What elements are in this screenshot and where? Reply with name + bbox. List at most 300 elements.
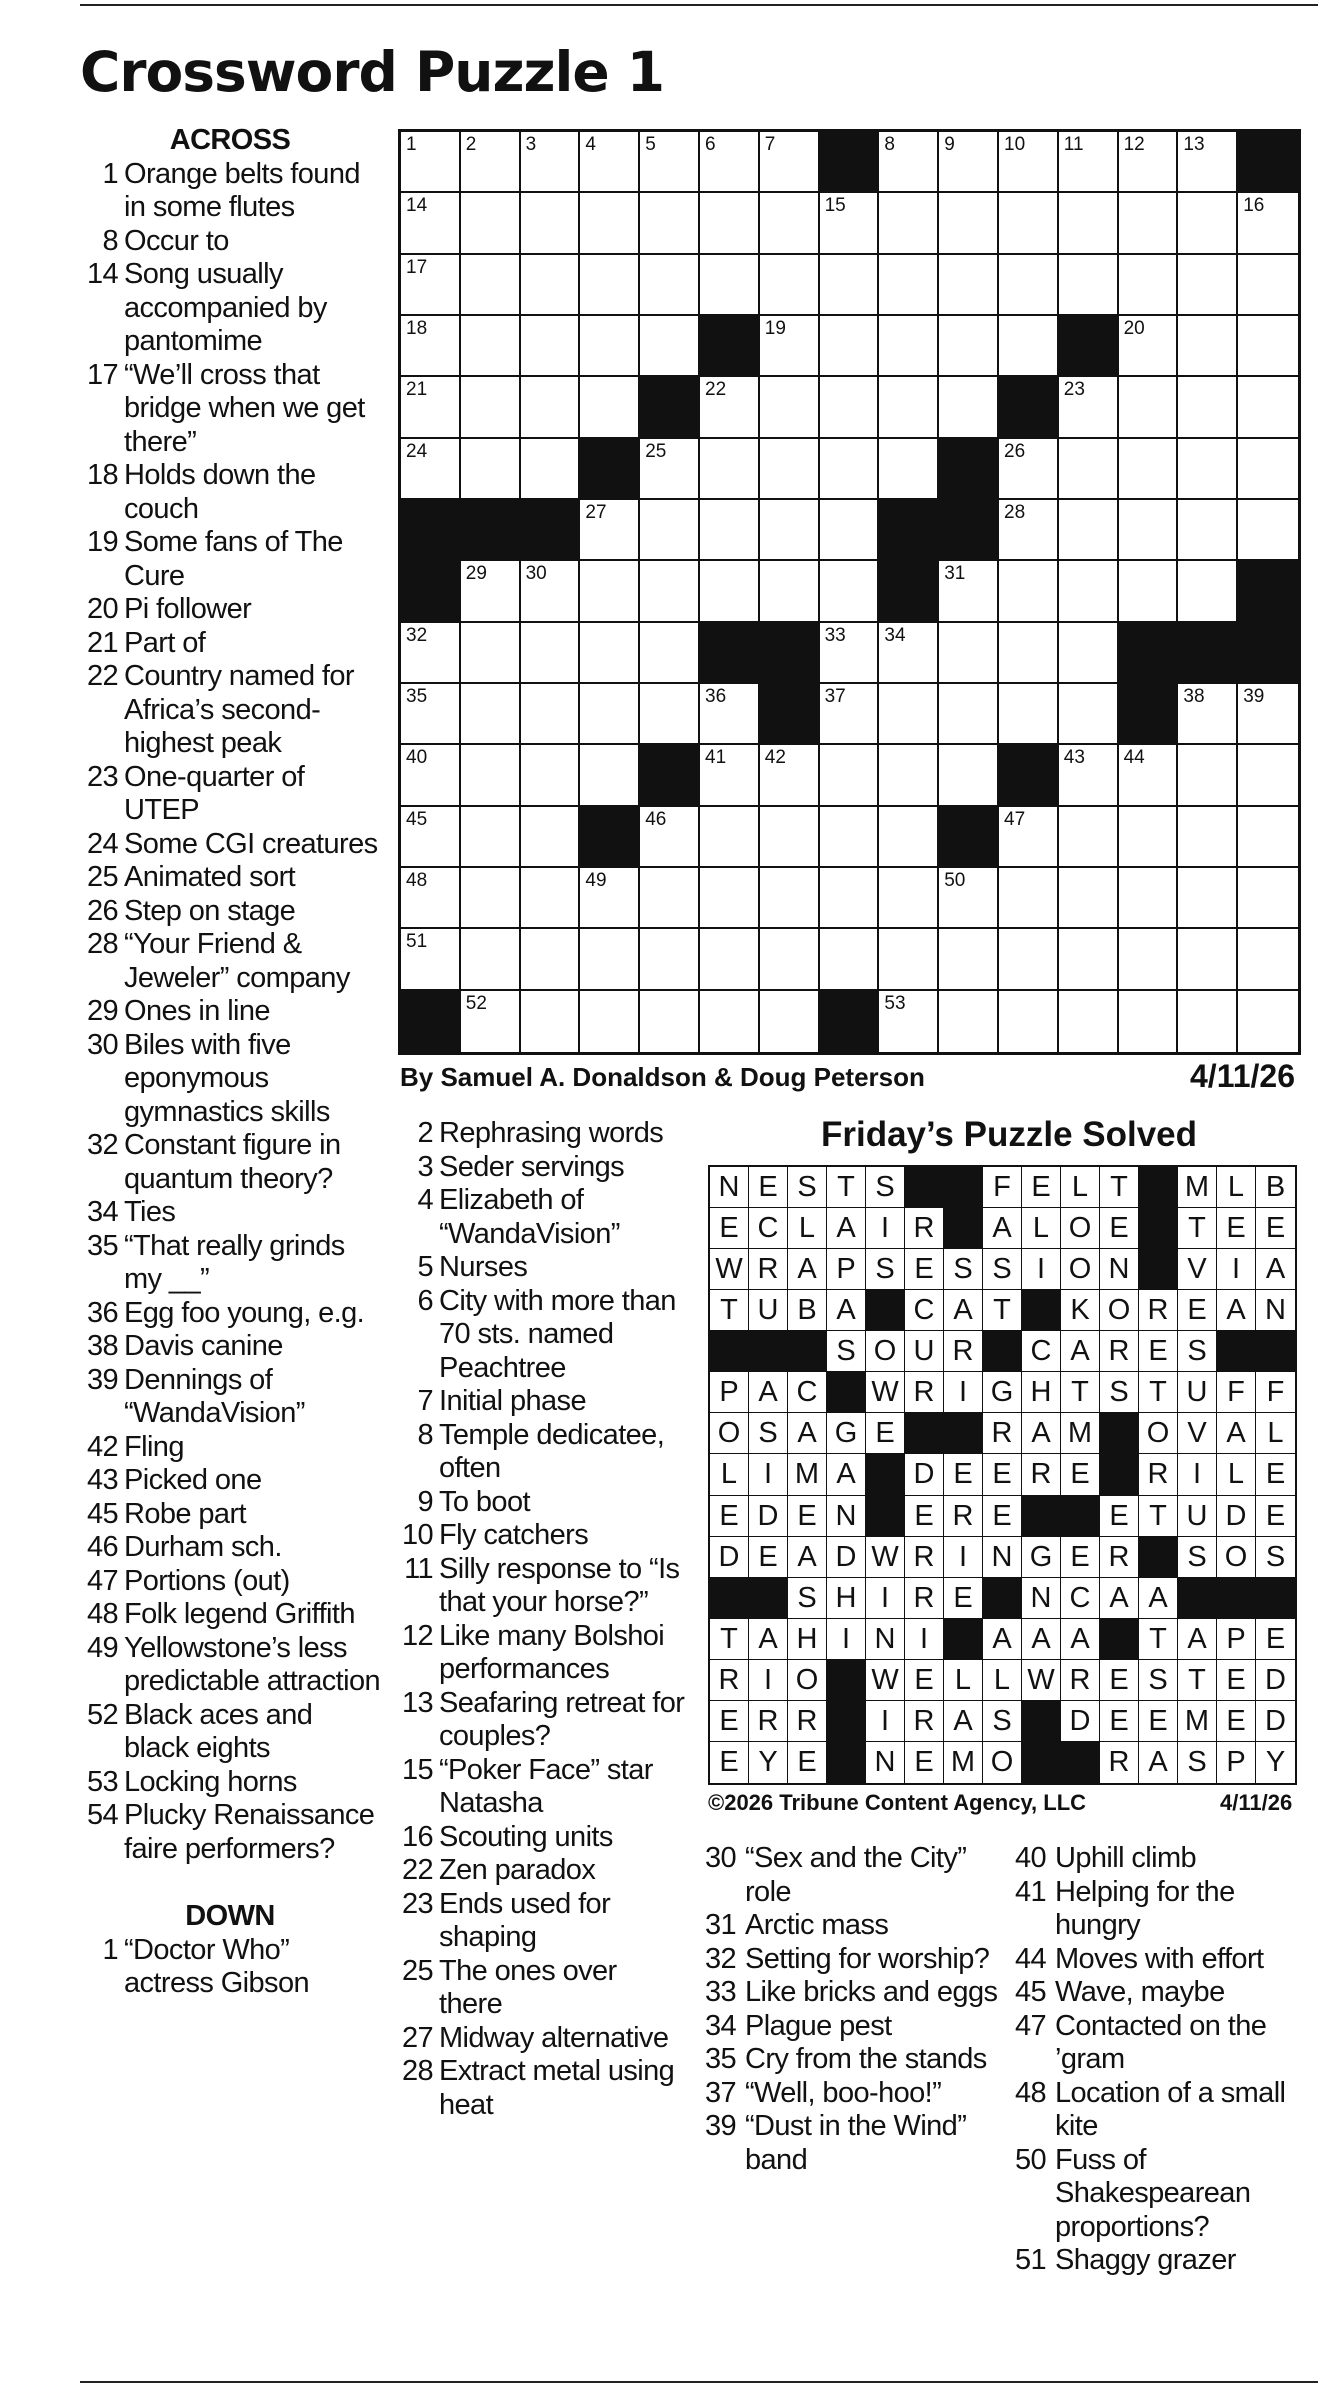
solved-letter: I (827, 1619, 866, 1660)
clue-number: 39 (705, 2110, 737, 2142)
grid-cell[interactable] (1178, 439, 1238, 500)
clue-item (80, 1364, 380, 1431)
grid-cell[interactable] (1238, 316, 1298, 377)
solved-letter: Y (1265, 1745, 1286, 1778)
grid-cell[interactable] (640, 132, 700, 193)
grid-cell[interactable] (1059, 132, 1119, 193)
grid-block (820, 132, 880, 193)
grid-cell[interactable] (1119, 255, 1179, 316)
grid-cell[interactable] (760, 132, 820, 193)
grid-cell[interactable] (521, 868, 581, 929)
grid-cell[interactable] (999, 807, 1059, 868)
grid-cell[interactable] (820, 561, 880, 622)
grid-cell[interactable] (1178, 745, 1238, 806)
grid-cell[interactable] (640, 623, 700, 684)
grid-cell[interactable] (760, 929, 820, 990)
solved-letter: O (1100, 1290, 1139, 1331)
grid-cell[interactable] (700, 684, 760, 745)
grid-cell[interactable] (760, 439, 820, 500)
clue-item (80, 1196, 380, 1230)
grid-block (1119, 684, 1179, 745)
grid-cell[interactable] (760, 316, 820, 377)
solved-letter: R (905, 1537, 944, 1578)
grid-cell[interactable] (1119, 500, 1179, 561)
grid-cell[interactable] (1238, 439, 1298, 500)
grid-cell[interactable] (1059, 377, 1119, 438)
clue-text: Biles with five eponymous gymnastics skills (124, 1028, 330, 1128)
grid-cell[interactable] (401, 745, 461, 806)
grid-cell[interactable] (1178, 132, 1238, 193)
grid-cell[interactable] (1119, 807, 1179, 868)
clue-item (1015, 2077, 1318, 2144)
grid-cell[interactable] (999, 193, 1059, 254)
grid-cell[interactable] (700, 561, 760, 622)
grid-cell[interactable] (580, 255, 640, 316)
clue-number: 7 (417, 1385, 433, 1417)
grid-cell[interactable] (820, 500, 880, 561)
grid-cell[interactable] (820, 439, 880, 500)
grid-cell[interactable] (461, 132, 521, 193)
grid-cell[interactable] (760, 500, 820, 561)
grid-cell[interactable] (580, 868, 640, 929)
grid-cell[interactable] (521, 193, 581, 254)
grid-cell[interactable] (1178, 561, 1238, 622)
grid-cell[interactable] (580, 684, 640, 745)
grid-cell[interactable] (760, 868, 820, 929)
grid-cell[interactable] (1059, 868, 1119, 929)
grid-cell[interactable] (521, 561, 581, 622)
grid-cell[interactable] (939, 316, 999, 377)
grid-block (1119, 623, 1179, 684)
grid-cell[interactable] (640, 807, 700, 868)
grid-cell[interactable] (939, 684, 999, 745)
grid-cell[interactable] (401, 868, 461, 929)
clue-text: Rephrasing words (439, 1117, 664, 1149)
grid-cell[interactable] (1059, 745, 1119, 806)
clue-number: 36 (86, 1296, 118, 1329)
grid-cell[interactable] (939, 745, 999, 806)
grid-cell[interactable] (700, 745, 760, 806)
grid-cell[interactable] (820, 745, 880, 806)
grid-cell[interactable] (640, 561, 700, 622)
solved-letter: O (1139, 1413, 1178, 1454)
grid-cell[interactable] (820, 868, 880, 929)
cell-number: 50 (944, 870, 966, 891)
solved-block (1139, 1537, 1178, 1578)
grid-block (461, 500, 521, 561)
clue-text: One-quarter of UTEP (124, 760, 305, 826)
grid-cell[interactable] (521, 684, 581, 745)
grid-cell[interactable] (1059, 439, 1119, 500)
solved-block (1178, 1578, 1217, 1619)
solved-letter: A (1217, 1290, 1256, 1331)
grid-cell[interactable] (401, 132, 461, 193)
grid-cell[interactable] (700, 132, 760, 193)
solved-block (1100, 1413, 1139, 1454)
clue-text: Country named for Africa’s second-highest peak (124, 660, 354, 759)
grid-cell[interactable] (640, 929, 700, 990)
grid-cell[interactable] (580, 929, 640, 990)
clue-number: 5 (417, 1251, 433, 1283)
clue-item (80, 593, 380, 627)
solved-block (710, 1331, 749, 1372)
clue-text: Fuss of Shakespearean proportions? (1055, 2143, 1251, 2243)
across-heading: ACROSS (169, 124, 291, 156)
grid-cell[interactable] (820, 684, 880, 745)
grid-cell[interactable] (1178, 929, 1238, 990)
grid-cell[interactable] (700, 929, 760, 990)
grid-cell[interactable] (999, 439, 1059, 500)
grid-cell[interactable] (700, 991, 760, 1052)
grid-cell[interactable] (1119, 316, 1179, 377)
grid-cell[interactable] (461, 745, 521, 806)
solved-letter: G (1022, 1537, 1061, 1578)
grid-cell[interactable] (999, 500, 1059, 561)
grid-cell[interactable] (939, 991, 999, 1052)
clue-item (395, 1553, 685, 1620)
grid-cell[interactable] (1178, 807, 1238, 868)
grid-cell[interactable] (580, 991, 640, 1052)
grid-cell[interactable] (700, 868, 760, 929)
grid-cell[interactable] (939, 868, 999, 929)
grid-cell[interactable] (760, 807, 820, 868)
clue-item (1015, 1876, 1318, 1943)
clue-number: 25 (86, 861, 118, 893)
grid-cell[interactable] (580, 377, 640, 438)
grid-cell[interactable] (879, 745, 939, 806)
clue-number: 38 (86, 1330, 118, 1362)
clue-number: 39 (86, 1363, 118, 1396)
clue-number: 48 (1015, 2076, 1047, 2109)
solved-letter: R (944, 1496, 983, 1537)
solved-letter: T (1100, 1167, 1139, 1208)
grid-cell[interactable] (521, 929, 581, 990)
grid-cell[interactable] (1059, 500, 1119, 561)
clue-number: 22 (401, 1854, 433, 1886)
clue-text: Holds down the couch (124, 459, 316, 525)
grid-cell[interactable] (700, 193, 760, 254)
solved-letter: E (944, 1454, 983, 1495)
grid-cell[interactable] (999, 132, 1059, 193)
solved-letter: D (710, 1537, 749, 1578)
clue-number: 44 (1015, 1942, 1047, 1975)
grid-cell[interactable] (999, 623, 1059, 684)
clue-text: Durham sch. (124, 1531, 282, 1563)
grid-cell[interactable] (879, 684, 939, 745)
clue-item (80, 861, 380, 895)
grid-cell[interactable] (879, 868, 939, 929)
grid-cell[interactable] (1119, 132, 1179, 193)
grid-cell[interactable] (461, 255, 521, 316)
grid-cell[interactable] (1238, 991, 1298, 1052)
solved-letter: W (866, 1660, 905, 1701)
grid-cell[interactable] (461, 439, 521, 500)
grid-cell[interactable] (580, 316, 640, 377)
grid-cell[interactable] (521, 745, 581, 806)
grid-cell[interactable] (461, 316, 521, 377)
grid-cell[interactable] (1119, 439, 1179, 500)
grid-cell[interactable] (1178, 377, 1238, 438)
grid-cell[interactable] (939, 193, 999, 254)
grid-cell[interactable] (999, 255, 1059, 316)
grid-cell[interactable] (879, 807, 939, 868)
grid-cell[interactable] (820, 316, 880, 377)
grid-cell[interactable] (1238, 929, 1298, 990)
grid-cell[interactable] (760, 991, 820, 1052)
grid-cell[interactable] (820, 377, 880, 438)
solved-letter: U (1178, 1372, 1217, 1413)
solved-letter: E (710, 1496, 749, 1537)
grid-cell[interactable] (1238, 868, 1298, 929)
grid-cell[interactable] (521, 255, 581, 316)
grid-cell[interactable] (401, 684, 461, 745)
clue-item (80, 1799, 380, 1866)
grid-cell[interactable] (999, 868, 1059, 929)
solved-letter: E (1256, 1496, 1295, 1537)
grid-cell[interactable] (879, 193, 939, 254)
solved-letter: F (1256, 1372, 1295, 1413)
grid-block (640, 745, 700, 806)
grid-cell[interactable] (1119, 193, 1179, 254)
grid-cell[interactable] (939, 255, 999, 316)
grid-cell[interactable] (820, 255, 880, 316)
grid-cell[interactable] (401, 193, 461, 254)
clue-text: Folk legend Griffith (124, 1598, 355, 1630)
grid-cell[interactable] (1119, 377, 1179, 438)
grid-cell[interactable] (1178, 500, 1238, 561)
clue-text: Fly catchers (439, 1519, 589, 1551)
grid-cell[interactable] (879, 377, 939, 438)
grid-cell[interactable] (1119, 929, 1179, 990)
solved-letter: R (905, 1372, 944, 1413)
clue-text: “Sex and the City” role (745, 1842, 967, 1908)
grid-cell[interactable] (461, 684, 521, 745)
grid-cell[interactable] (1059, 193, 1119, 254)
grid-cell[interactable] (521, 377, 581, 438)
grid-cell[interactable] (640, 439, 700, 500)
grid-cell[interactable] (461, 929, 521, 990)
solved-letter: S (827, 1331, 866, 1372)
clue-item (395, 1620, 685, 1687)
solved-block (983, 1331, 1022, 1372)
solved-letter: U (905, 1331, 944, 1372)
grid-cell[interactable] (1119, 745, 1179, 806)
grid-cell[interactable] (1059, 991, 1119, 1052)
grid-cell[interactable] (640, 255, 700, 316)
solved-letter: D (1217, 1496, 1256, 1537)
grid-cell[interactable] (1238, 745, 1298, 806)
grid-cell[interactable] (999, 929, 1059, 990)
grid-cell[interactable] (640, 316, 700, 377)
grid-cell[interactable] (820, 623, 880, 684)
clue-text: Pi follower (124, 593, 252, 625)
grid-cell[interactable] (820, 807, 880, 868)
grid-cell[interactable] (879, 316, 939, 377)
grid-cell[interactable] (461, 193, 521, 254)
solved-letter: W (710, 1249, 749, 1290)
clue-item (1015, 2144, 1318, 2245)
grid-cell[interactable] (879, 439, 939, 500)
solved-letter: E (905, 1660, 944, 1701)
grid-cell[interactable] (1119, 561, 1179, 622)
grid-block (999, 377, 1059, 438)
grid-cell[interactable] (1119, 868, 1179, 929)
grid-cell[interactable] (401, 439, 461, 500)
grid-cell[interactable] (1059, 623, 1119, 684)
grid-cell[interactable] (521, 439, 581, 500)
grid-cell[interactable] (521, 316, 581, 377)
clue-item (80, 1330, 380, 1364)
grid-cell[interactable] (401, 316, 461, 377)
grid-cell[interactable] (1059, 684, 1119, 745)
grid-cell[interactable] (999, 316, 1059, 377)
grid-cell[interactable] (580, 193, 640, 254)
clue-number: 19 (86, 526, 118, 558)
grid-cell[interactable] (580, 623, 640, 684)
solved-letter: D (1256, 1660, 1295, 1701)
grid-cell[interactable] (521, 623, 581, 684)
grid-cell[interactable] (580, 132, 640, 193)
clue-number: 34 (705, 2009, 737, 2042)
grid-cell[interactable] (939, 377, 999, 438)
clue-item (395, 1754, 685, 1821)
grid-cell[interactable] (760, 255, 820, 316)
grid-cell[interactable] (1059, 929, 1119, 990)
grid-cell[interactable] (879, 623, 939, 684)
grid-cell[interactable] (820, 193, 880, 254)
grid-cell[interactable] (580, 561, 640, 622)
puzzle-date: 4/11/26 (1190, 1058, 1295, 1094)
grid-cell[interactable] (580, 745, 640, 806)
clue-item (395, 1486, 685, 1520)
grid-cell[interactable] (999, 561, 1059, 622)
grid-cell[interactable] (760, 561, 820, 622)
grid-cell[interactable] (521, 991, 581, 1052)
grid-cell[interactable] (640, 684, 700, 745)
grid-cell[interactable] (939, 561, 999, 622)
grid-cell[interactable] (580, 500, 640, 561)
clue-text: Like bricks and eggs (745, 1976, 998, 2008)
grid-cell[interactable] (1178, 684, 1238, 745)
clue-item (80, 1565, 380, 1599)
clue-item (80, 895, 380, 929)
grid-cell[interactable] (999, 684, 1059, 745)
solved-letter: E (1100, 1701, 1139, 1742)
solved-letter: C (905, 1290, 944, 1331)
clue-item (80, 1598, 380, 1632)
clue-text: Contacted on the ’gram (1055, 2009, 1267, 2075)
crossword-grid[interactable] (398, 129, 1301, 1055)
grid-cell[interactable] (879, 132, 939, 193)
solved-letter: S (788, 1167, 827, 1208)
grid-cell[interactable] (1178, 868, 1238, 929)
clue-number: 41 (1015, 1875, 1047, 1908)
grid-cell[interactable] (1238, 193, 1298, 254)
grid-cell[interactable] (1238, 255, 1298, 316)
grid-cell[interactable] (1119, 991, 1179, 1052)
grid-cell[interactable] (461, 623, 521, 684)
grid-cell[interactable] (461, 561, 521, 622)
grid-cell[interactable] (1178, 991, 1238, 1052)
solved-letter: R (1100, 1331, 1139, 1372)
solved-letter: E (788, 1742, 827, 1783)
grid-cell[interactable] (640, 500, 700, 561)
grid-cell[interactable] (461, 377, 521, 438)
grid-cell[interactable] (1178, 255, 1238, 316)
grid-cell[interactable] (879, 929, 939, 990)
grid-cell[interactable] (700, 500, 760, 561)
solved-letter: S (1139, 1660, 1178, 1701)
grid-cell[interactable] (1238, 377, 1298, 438)
grid-cell[interactable] (1059, 807, 1119, 868)
grid-cell[interactable] (760, 193, 820, 254)
clue-number: 3 (417, 1150, 433, 1183)
grid-cell[interactable] (1059, 255, 1119, 316)
grid-cell[interactable] (939, 929, 999, 990)
clue-text: Cry from the stands (745, 2043, 987, 2075)
grid-cell[interactable] (461, 807, 521, 868)
grid-cell[interactable] (461, 991, 521, 1052)
grid-cell[interactable] (640, 991, 700, 1052)
grid-cell[interactable] (401, 377, 461, 438)
grid-cell[interactable] (939, 132, 999, 193)
grid-cell[interactable] (700, 807, 760, 868)
grid-cell[interactable] (879, 255, 939, 316)
grid-cell[interactable] (1059, 561, 1119, 622)
grid-cell[interactable] (820, 929, 880, 990)
grid-cell[interactable] (521, 807, 581, 868)
grid-cell[interactable] (640, 193, 700, 254)
grid-cell[interactable] (999, 991, 1059, 1052)
grid-cell[interactable] (700, 377, 760, 438)
down-heading: DOWN (185, 1900, 275, 1932)
solved-letter: N (866, 1619, 905, 1660)
grid-cell[interactable] (401, 807, 461, 868)
grid-cell[interactable] (760, 745, 820, 806)
solved-letter: I (866, 1578, 905, 1619)
solved-letter: R (710, 1660, 749, 1701)
grid-cell[interactable] (401, 255, 461, 316)
solved-block (866, 1454, 905, 1495)
grid-cell[interactable] (1178, 193, 1238, 254)
clue-item (395, 1419, 685, 1486)
grid-cell[interactable] (521, 132, 581, 193)
grid-cell[interactable] (879, 991, 939, 1052)
solved-letter: A (1061, 1619, 1100, 1660)
grid-cell[interactable] (1178, 316, 1238, 377)
solved-letter: T (1061, 1372, 1100, 1413)
grid-cell[interactable] (461, 868, 521, 929)
clue-text: Arctic mass (745, 1909, 889, 1941)
grid-cell[interactable] (1238, 500, 1298, 561)
grid-cell[interactable] (760, 377, 820, 438)
grid-cell[interactable] (700, 255, 760, 316)
grid-cell[interactable] (640, 868, 700, 929)
grid-cell[interactable] (401, 929, 461, 990)
clue-item (395, 1519, 685, 1553)
clue-text: Ties (124, 1196, 176, 1228)
grid-cell[interactable] (700, 439, 760, 500)
solved-letter: A (1061, 1331, 1100, 1372)
clue-number: 28 (86, 928, 118, 960)
cell-number: 45 (406, 808, 428, 830)
grid-cell[interactable] (939, 623, 999, 684)
grid-cell[interactable] (1238, 807, 1298, 868)
grid-cell[interactable] (1238, 684, 1298, 745)
puzzle-title: Crossword Puzzle 1 (80, 40, 665, 104)
clue-number: 1 (102, 157, 118, 190)
grid-cell[interactable] (401, 623, 461, 684)
